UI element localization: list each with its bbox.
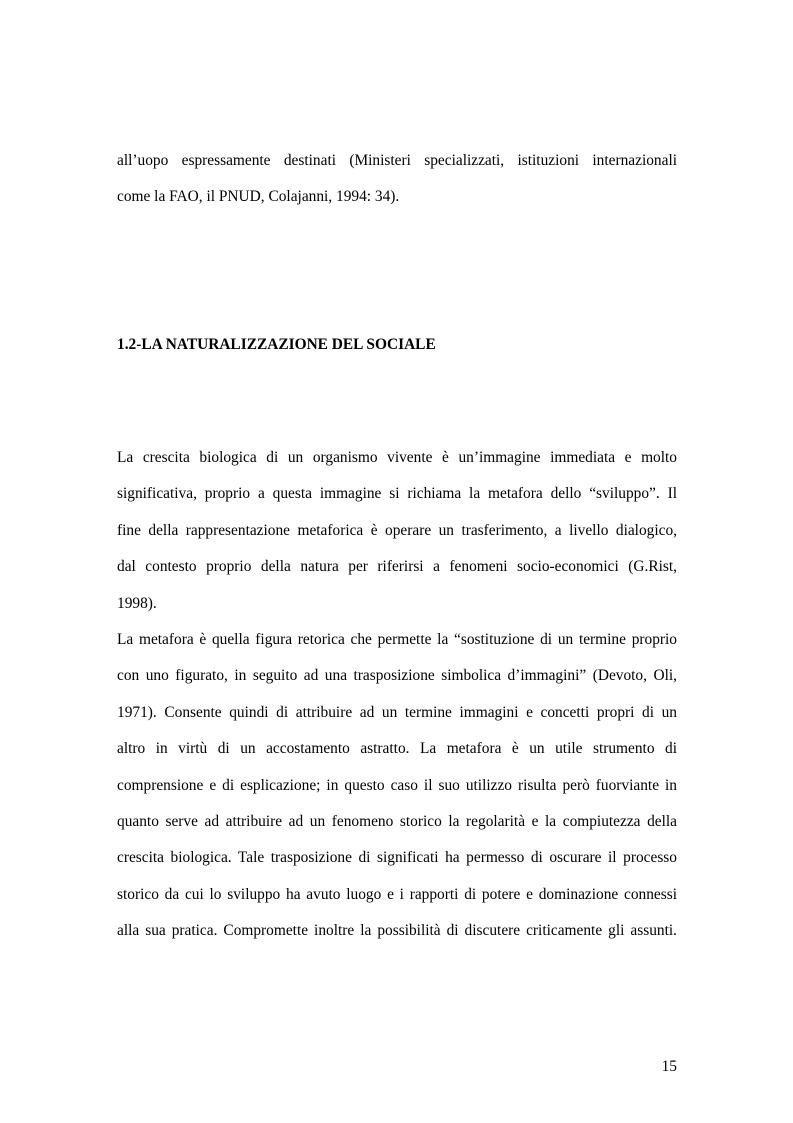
text-line: altro in virtù di un accostamento astratto. La metafora è un utile strumento di [117, 740, 677, 758]
text-line: dal contesto proprio della natura per riferirsi a fenomeni socio-economici (G.Rist, [117, 558, 677, 576]
text-line: significativa, proprio a questa immagine si richiama la metafora dello “sviluppo”. Il [117, 485, 677, 503]
text-line: La crescita biologica di un organismo vivente è un’immagine immediata e molto [117, 449, 677, 466]
text-line: 1971). Consente quindi di attribuire ad un termine immagini e concetti propri di un [117, 703, 677, 721]
text-line: La metafora è quella figura retorica che permette la “sostituzione di un termine proprio [117, 631, 677, 648]
text-line: comprensione e di esplicazione; in questo caso il suo utilizzo risulta però fuorviante in [117, 776, 677, 794]
paragraph-metaphor-definition [117, 622, 677, 950]
text-line: con uno figurato, in seguito ad una trasposizione simbolica d’immagini” (Devoto, Oli, [117, 667, 677, 685]
text-line: alla sua pratica. Compromette inoltre la possibilità di discutere criticamente gli assunti. [117, 922, 677, 940]
text-line: all’uopo espressamente destinati (Ministeri specializzati, istituzioni internazionali [117, 152, 677, 169]
text-line: quanto serve ad attribuire ad un fenomeno storico la regolarità e la compiutezza della [117, 812, 677, 830]
page-number: 15 [661, 1058, 677, 1075]
text-line: 1998). [117, 594, 157, 612]
section-heading: 1.2-LA NATURALIZZAZIONE DEL SOCIALE [117, 336, 436, 353]
paragraph-metaphor-intro [117, 440, 677, 622]
continuation-paragraph [117, 143, 677, 216]
text-line: fine della rappresentazione metaforica è operare un trasferimento, a livello dialogico, [117, 521, 677, 539]
text-line: come la FAO, il PNUD, Colajanni, 1994: 34). [117, 188, 400, 206]
text-line: storico da cui lo sviluppo ha avuto luogo e i rapporti di potere e dominazione connessi [117, 885, 677, 903]
text-line: crescita biologica. Tale trasposizione di significati ha permesso di oscurare il processo [117, 849, 677, 867]
